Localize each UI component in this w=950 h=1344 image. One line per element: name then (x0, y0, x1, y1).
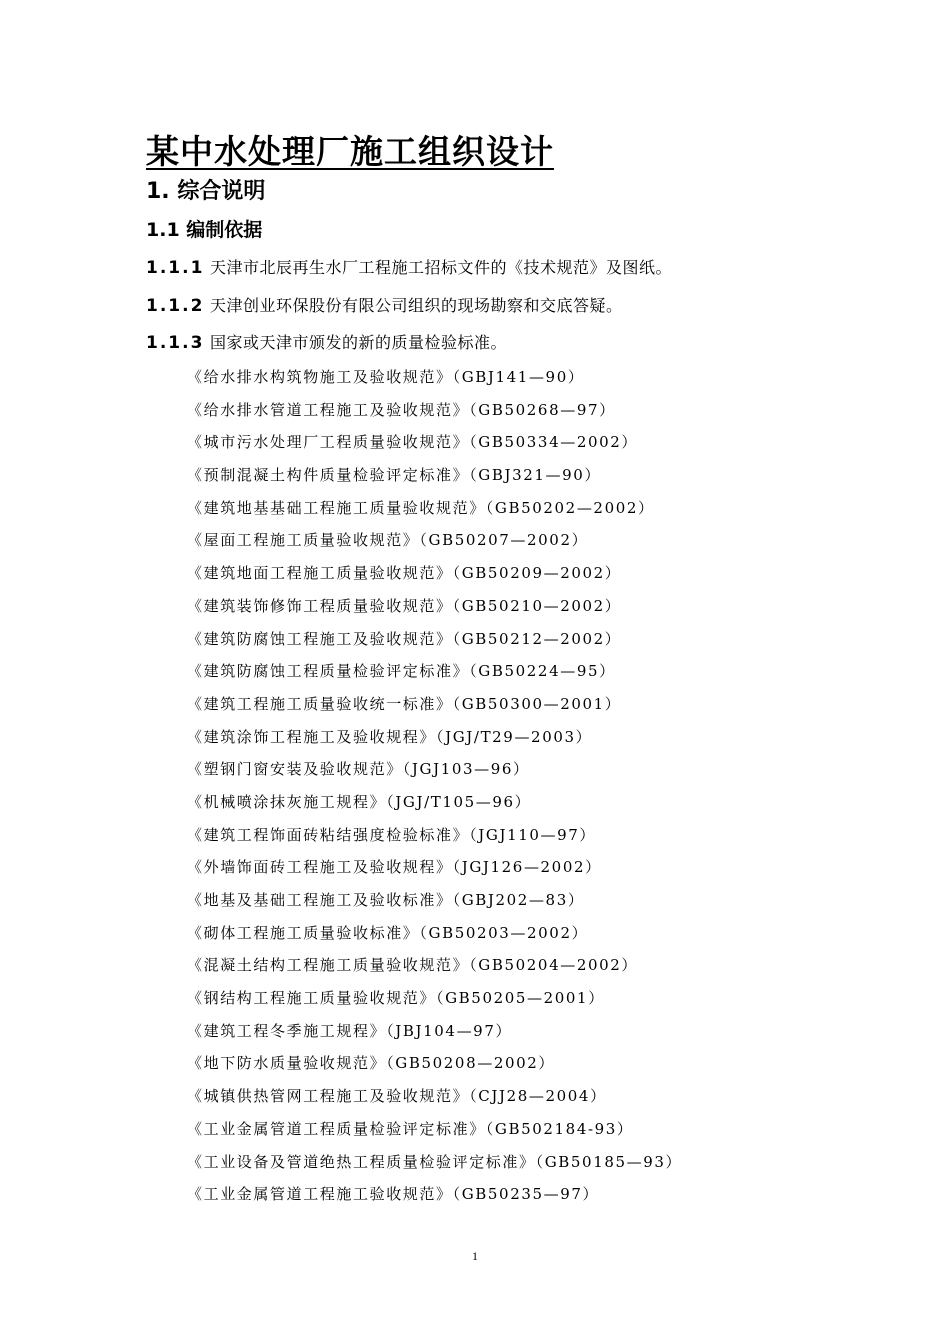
standard-item: 《砌体工程施工质量验收标准》（GB50203—2002） (187, 923, 589, 942)
standard-item: 《建筑防腐蚀工程质量检验评定标准》（GB50224—95） (187, 662, 616, 681)
clause-1-1-3 (146, 330, 507, 353)
clause-1-1-1 (146, 255, 672, 278)
standard-item: 《建筑装饰修饰工程质量验收规范》（GB50210—2002） (187, 596, 622, 615)
standard-item: 《塑钢门窗安装及验收规范》（JGJ103—96） (187, 760, 530, 779)
standard-item: 《工业设备及管道绝热工程质量检验评定标准》（GB50185—93） (187, 1152, 683, 1171)
standard-item: 《屋面工程施工质量验收规范》（GB50207—2002） (187, 531, 589, 550)
standard-item: 《地基及基础工程施工及验收标准》（GBJ202—83） (187, 891, 585, 909)
standard-item: 《建筑防腐蚀工程施工及验收规范》（GB50212—2002） (187, 629, 622, 648)
standard-item: 《建筑工程冬季施工规程》（JBJ104—97） (187, 1021, 513, 1040)
standard-item: 《给水排水构筑物施工及验收规范》（GBJ141—90） (187, 368, 585, 386)
standard-item: 《建筑地基基础工程施工质量验收规范》（GB50202—2002） (187, 498, 655, 517)
standard-item: 《建筑工程施工质量验收统一标准》（GB50300—2001） (187, 694, 622, 713)
standard-item: 《地下防水质量验收规范》（GB50208—2002） (187, 1054, 555, 1073)
clause-1-1-2 (146, 293, 623, 316)
clause-text: 国家或天津市颁发的新的质量检验标准。 (210, 333, 508, 352)
clause-number: 1.1.3 (146, 333, 205, 353)
standard-item: 《建筑地面工程施工质量验收规范》（GB50209—2002） (187, 564, 622, 583)
standard-item: 《城镇供热管网工程施工及验收规范》（CJJ28—2004） (187, 1087, 607, 1106)
standard-item: 《建筑涂饰工程施工及验收规程》（JGJ/T29—2003） (187, 727, 593, 746)
standard-item: 《工业金属管道工程施工验收规范》（GB50235—97） (187, 1185, 600, 1204)
page-number: 1 (472, 1249, 478, 1263)
clause-number: 1.1.2 (146, 296, 205, 316)
standard-item: 《外墙饰面砖工程施工及验收规程》（JGJ126—2002） (187, 858, 602, 877)
standard-item: 《钢结构工程施工质量验收规范》（GB50205—2001） (187, 989, 605, 1008)
clause-text: 天津创业环保股份有限公司组织的现场勘察和交底答疑。 (210, 296, 623, 315)
clause-text: 天津市北辰再生水厂工程施工招标文件的《技术规范》及图纸。 (210, 258, 673, 277)
clause-number: 1.1.1 (146, 258, 205, 278)
standard-item: 《混凝土结构工程施工质量验收规范》（GB50204—2002） (187, 956, 638, 975)
section-heading-1: 1. 综合说明 (146, 179, 266, 204)
document-title: 某中水处理厂施工组织设计 (146, 132, 554, 171)
standard-item: 《工业金属管道工程质量检验评定标准》（GB502184-93） (187, 1119, 634, 1138)
standards-list (187, 366, 682, 1216)
standard-item: 《给水排水管道工程施工及验收规范》（GB50268—97） (187, 400, 616, 419)
section-heading-1-1: 1.1 编制依据 (146, 219, 263, 241)
standard-item: 《预制混凝土构件质量检验评定标准》（GBJ321—90） (187, 466, 602, 485)
standard-item: 《机械喷涂抹灰施工规程》（JGJ/T105—96） (187, 792, 532, 811)
standard-item: 《城市污水处理厂工程质量验收规范》（GB50334—2002） (187, 433, 638, 452)
standard-item: 《建筑工程饰面砖粘结强度检验标准》（JGJ110—97） (187, 825, 597, 844)
